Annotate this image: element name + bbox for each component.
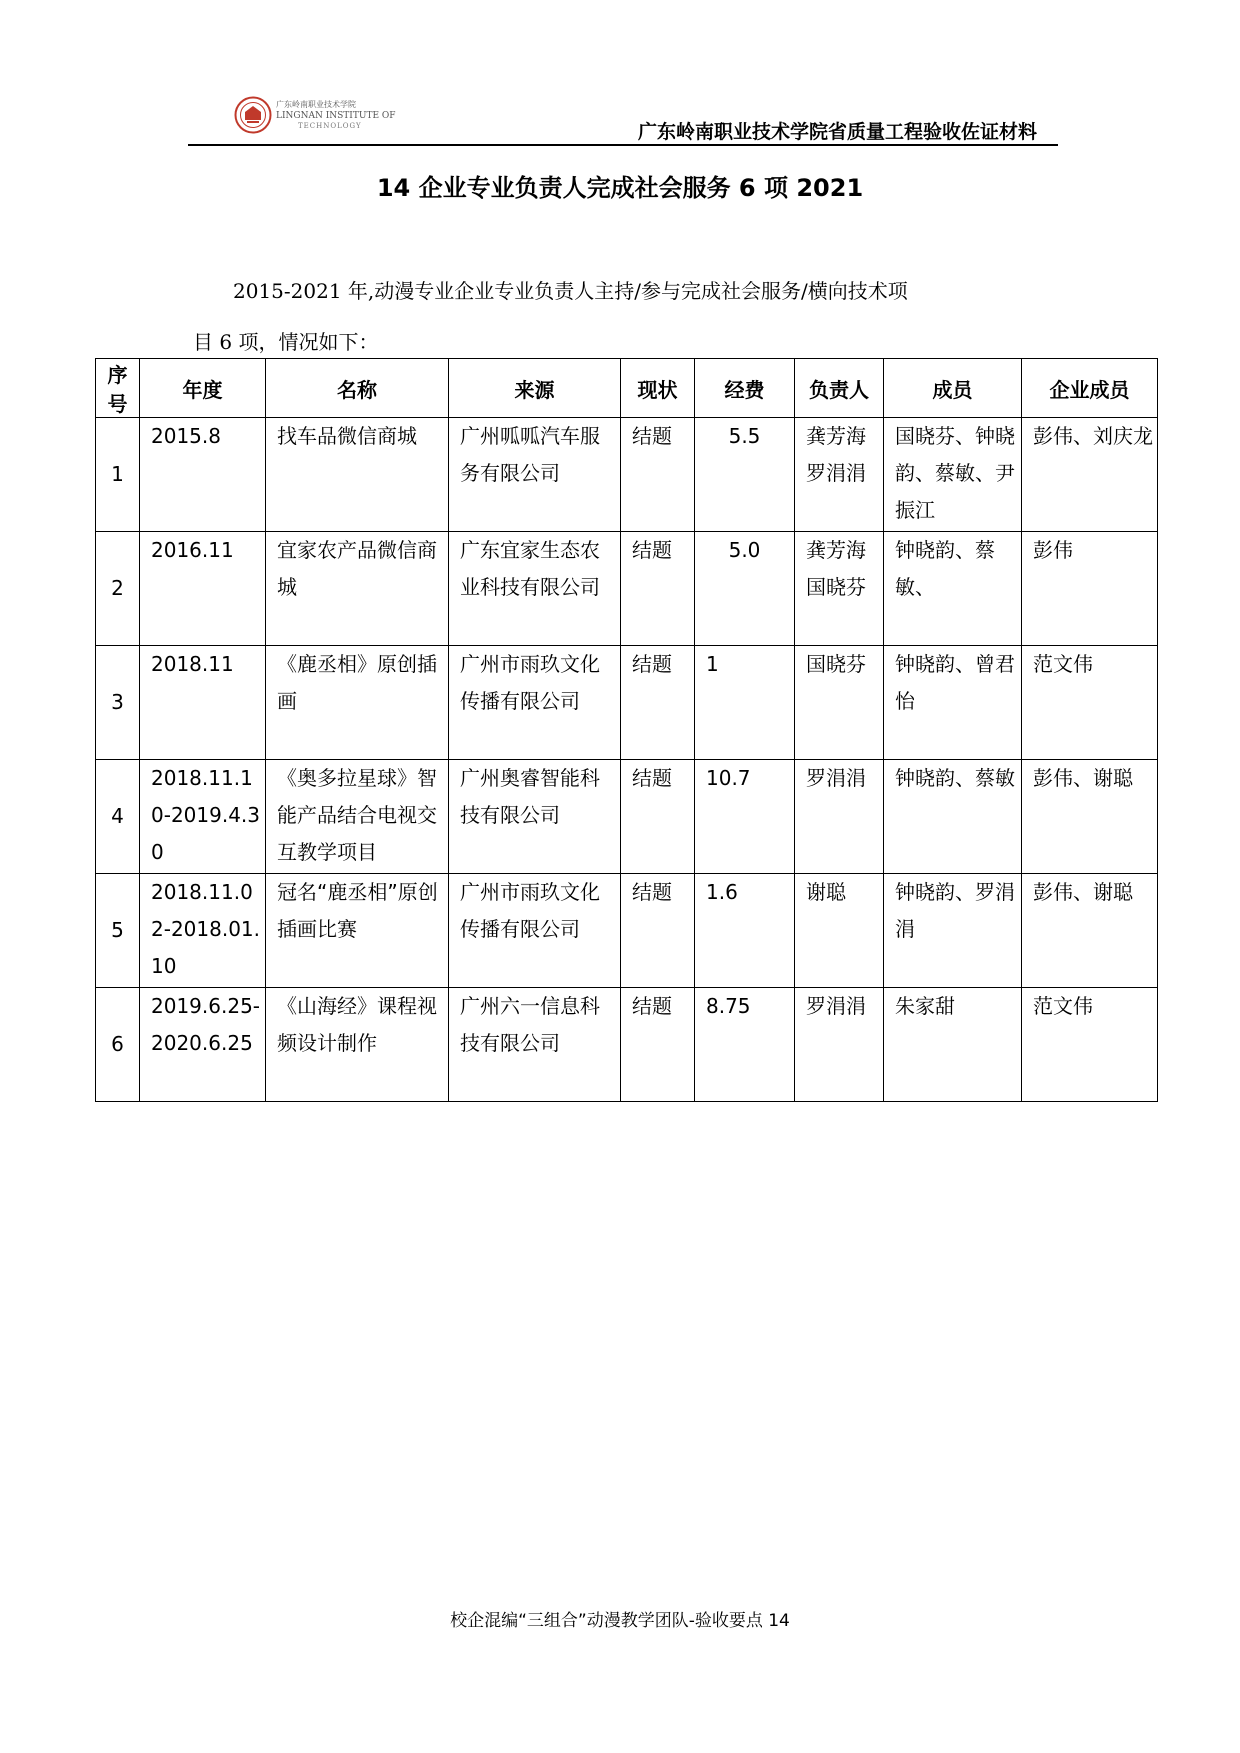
logo-name-en: LINGNAN INSTITUTE OF	[276, 111, 396, 121]
header-title: 广东岭南职业技术学院省质量工程验收佐证材料	[637, 121, 1037, 143]
cell-index: 1	[96, 418, 140, 532]
table-row	[96, 874, 1158, 988]
table-row	[96, 532, 1158, 646]
cell-index: 2	[96, 532, 140, 646]
intro-paragraph	[193, 266, 1073, 368]
cell-members: 钟晓韵、蔡敏、	[884, 532, 1022, 646]
header-cell-funding: 经费	[695, 359, 795, 418]
institution-logo	[234, 96, 396, 136]
cell-source: 广州奥睿智能科技有限公司	[449, 760, 621, 874]
cell-leader: 龚芳海国晓芬	[795, 532, 884, 646]
cell-company-members: 彭伟、谢聪	[1022, 760, 1158, 874]
cell-funding: 5.0	[695, 532, 795, 646]
cell-funding: 8.75	[695, 988, 795, 1102]
document-title: 14 企业专业负责人完成社会服务 6 项 2021	[376, 174, 864, 202]
cell-source: 广州市雨玖文化传播有限公司	[449, 874, 621, 988]
intro-line-1: 2015-2021 年,动漫专业企业专业负责人主持/参与完成社会服务/横向技术项	[233, 279, 908, 303]
intro-line-2: 目 6 项，情况如下：	[193, 330, 379, 354]
page-footer: 校企混编“三组合”动漫教学团队-验收要点 14	[450, 1611, 790, 1631]
cell-name: 找车品微信商城	[266, 418, 449, 532]
cell-members: 钟晓韵、罗涓涓	[884, 874, 1022, 988]
cell-status: 结题	[621, 760, 695, 874]
cell-year: 2015.8	[140, 418, 266, 532]
header-cell-source: 来源	[449, 359, 621, 418]
header-cell-members: 成员	[884, 359, 1022, 418]
cell-company-members: 彭伟、刘庆龙	[1022, 418, 1158, 532]
cell-funding: 10.7	[695, 760, 795, 874]
cell-name: 宜家农产品微信商城	[266, 532, 449, 646]
cell-leader: 谢聪	[795, 874, 884, 988]
cell-status: 结题	[621, 988, 695, 1102]
service-projects-table	[95, 358, 1158, 1102]
cell-status: 结题	[621, 532, 695, 646]
logo-name-en-2: TECHNOLOGY	[298, 122, 362, 130]
cell-name: 《奥多拉星球》智能产品结合电视交互教学项目	[266, 760, 449, 874]
header-cell-year: 年度	[140, 359, 266, 418]
seal-icon	[234, 96, 272, 134]
cell-company-members: 范文伟	[1022, 988, 1158, 1102]
cell-company-members: 彭伟	[1022, 532, 1158, 646]
cell-leader: 罗涓涓	[795, 760, 884, 874]
cell-name: 冠名“鹿丞相”原创插画比赛	[266, 874, 449, 988]
header-divider	[188, 144, 1058, 146]
cell-year: 2019.6.25-2020.6.25	[140, 988, 266, 1102]
cell-year: 2018.11	[140, 646, 266, 760]
cell-source: 广州呱呱汽车服务有限公司	[449, 418, 621, 532]
table-row	[96, 646, 1158, 760]
cell-funding: 1	[695, 646, 795, 760]
cell-company-members: 彭伟、谢聪	[1022, 874, 1158, 988]
cell-status: 结题	[621, 874, 695, 988]
cell-year: 2016.11	[140, 532, 266, 646]
header-cell-name: 名称	[266, 359, 449, 418]
cell-index: 4	[96, 760, 140, 874]
cell-leader: 国晓芬	[795, 646, 884, 760]
cell-members: 钟晓韵、曾君怡	[884, 646, 1022, 760]
table-header-row	[96, 359, 1158, 418]
cell-year: 2018.11.10-2019.4.30	[140, 760, 266, 874]
cell-status: 结题	[621, 646, 695, 760]
cell-index: 3	[96, 646, 140, 760]
cell-year: 2018.11.02-2018.01.10	[140, 874, 266, 988]
header-cell-index: 序号	[96, 359, 140, 418]
cell-leader: 罗涓涓	[795, 988, 884, 1102]
cell-index: 5	[96, 874, 140, 988]
cell-leader: 龚芳海罗涓涓	[795, 418, 884, 532]
cell-company-members: 范文伟	[1022, 646, 1158, 760]
header-cell-leader: 负责人	[795, 359, 884, 418]
cell-status: 结题	[621, 418, 695, 532]
table-row	[96, 988, 1158, 1102]
cell-index: 6	[96, 988, 140, 1102]
cell-name: 《山海经》课程视频设计制作	[266, 988, 449, 1102]
header-cell-company-members: 企业成员	[1022, 359, 1158, 418]
cell-funding: 1.6	[695, 874, 795, 988]
logo-name-cn: 广东岭南职业技术学院	[276, 100, 356, 109]
cell-members: 国晓芬、钟晓韵、蔡敏、尹振江	[884, 418, 1022, 532]
cell-name: 《鹿丞相》原创插画	[266, 646, 449, 760]
cell-source: 广州市雨玖文化传播有限公司	[449, 646, 621, 760]
cell-members: 朱家甜	[884, 988, 1022, 1102]
header-cell-status: 现状	[621, 359, 695, 418]
table-row	[96, 418, 1158, 532]
cell-members: 钟晓韵、蔡敏	[884, 760, 1022, 874]
cell-funding: 5.5	[695, 418, 795, 532]
table-row	[96, 760, 1158, 874]
cell-source: 广东宜家生态农业科技有限公司	[449, 532, 621, 646]
cell-source: 广州六一信息科技有限公司	[449, 988, 621, 1102]
